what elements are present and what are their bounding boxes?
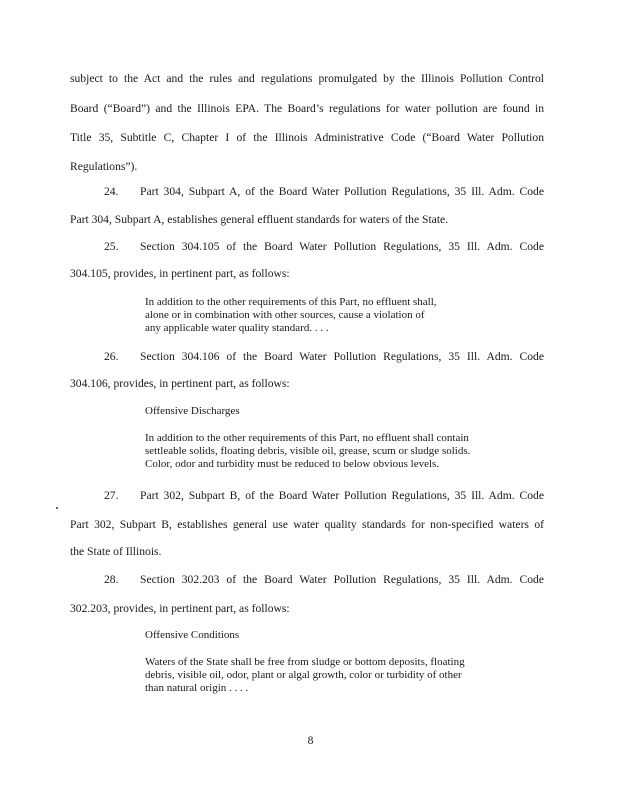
body-line: 302.203, provides, in pertinent part, as follows: [70, 602, 290, 615]
body-line-text: Section 304.106 of the Board Water Pollution Regulations, 35 Ill. Adm. Code [140, 350, 544, 363]
body-line-text: Part 304, Subpart A, of the Board Water Pollution Regulations, 35 Ill. Adm. Code [140, 185, 544, 198]
body-line: 304.105, provides, in pertinent part, as follows: [70, 267, 290, 280]
paragraph-number: 24. [104, 185, 119, 198]
paragraph-26-first-line [104, 350, 544, 364]
quote-line: In addition to the other requirements of this Part, no effluent shall, [145, 296, 437, 308]
quote-line: In addition to the other requirements of this Part, no effluent shall contain [145, 432, 469, 444]
paragraph-24-first-line [104, 185, 544, 199]
paragraph-number: 25. [104, 240, 119, 253]
body-line: Regulations”). [70, 160, 138, 173]
paragraph-25-first-line [104, 240, 544, 254]
quote-line: than natural origin . . . . [145, 682, 249, 694]
paragraph-number: 26. [104, 350, 119, 363]
body-line: the State of Illinois. [70, 545, 162, 558]
body-line: Title 35, Subtitle C, Chapter I of the Illinois Administrative Code (“Board Water Pollution [70, 131, 544, 144]
body-line: subject to the Act and the rules and regulations promulgated by the Illinois Pollution Control [70, 72, 544, 85]
quote-line: settleable solids, floating debris, visible oil, grease, scum or sludge solids. [145, 445, 471, 457]
quote-line: Color, odor and turbidity must be reduced to below obvious levels. [145, 458, 440, 470]
paragraph-number: 28. [104, 573, 119, 586]
body-line: Part 304, Subpart A, establishes general effluent standards for waters of the State. [70, 213, 449, 226]
body-line-text: Section 304.105 of the Board Water Pollution Regulations, 35 Ill. Adm. Code [140, 240, 544, 253]
body-line-text: Section 302.203 of the Board Water Pollution Regulations, 35 Ill. Adm. Code [140, 573, 544, 586]
paragraph-27-first-line [104, 489, 544, 503]
quote-line: debris, visible oil, odor, plant or algal growth, color or turbidity of other [145, 669, 462, 681]
body-line: 304.106, provides, in pertinent part, as follows: [70, 377, 290, 390]
quote-heading: Offensive Conditions [145, 629, 240, 641]
body-line: Board (“Board”) and the Illinois EPA. The Board’s regulations for water pollution are found in [70, 102, 544, 115]
quote-line: any applicable water quality standard. . . . [145, 322, 329, 334]
body-line: Part 302, Subpart B, establishes general use water quality standards for non-specified waters of [70, 518, 544, 531]
quote-line: Waters of the State shall be free from sludge or bottom deposits, floating [145, 656, 465, 668]
paragraph-28-first-line [104, 573, 544, 587]
quote-line: alone or in combination with other sources, cause a violation of [145, 309, 425, 321]
quote-heading: Offensive Discharges [145, 405, 240, 417]
page-number: 8 [307, 734, 314, 747]
paragraph-number: 27. [104, 489, 119, 502]
margin-mark [56, 507, 58, 509]
body-line-text: Part 302, Subpart B, of the Board Water Pollution Regulations, 35 Ill. Adm. Code [140, 489, 544, 502]
